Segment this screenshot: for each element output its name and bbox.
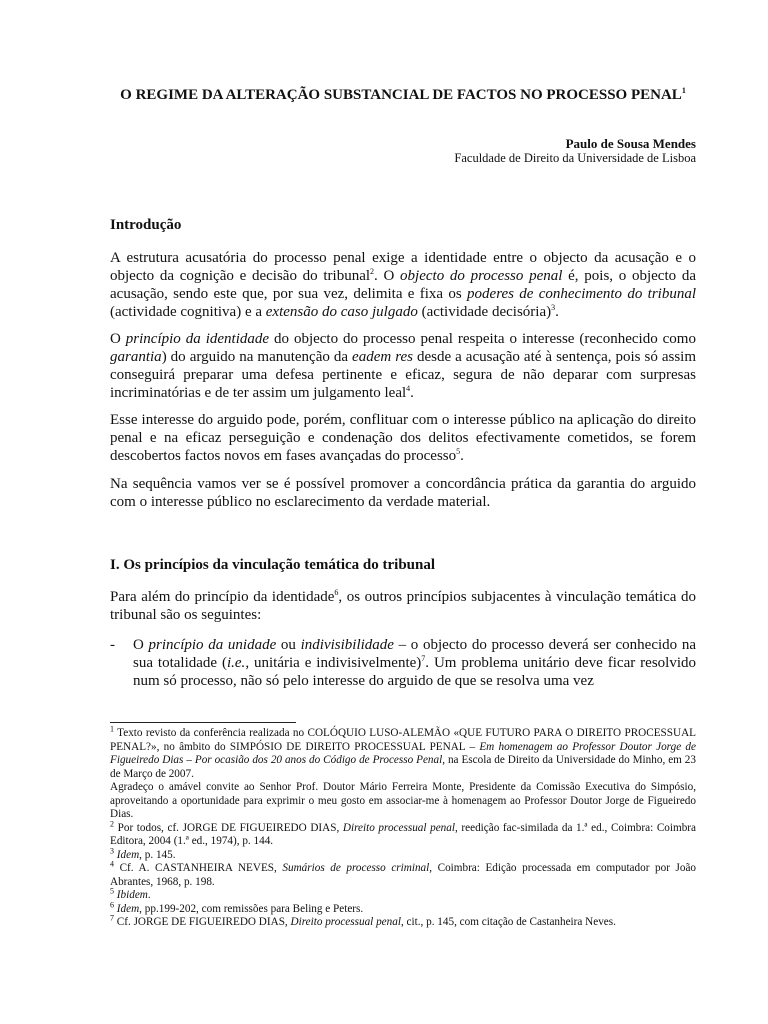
footnote-ref-1[interactable]: 1 <box>681 86 686 95</box>
footnote-2: $^2$ Por todos, cf. JORGE DE FIGUEIREDO DIAS, Direito processual penal, reedição fac-similada da 1.ª ed., Coimbra: Coimbra Editora, 2004 (1.ª ed., 1974), p. 144. <box>110 818 696 847</box>
document-title: O REGIME DA ALTERAÇÃO SUBSTANCIAL DE FACTOS NO PROCESSO PENAL$^1$ <box>120 86 686 103</box>
author-block <box>110 136 696 166</box>
intro-paragraph-1: A estrutura acusatória do processo penal exige a identidade entre o objecto da acusação e o objecto da cognição e decisão do tribunal$^2$. O objecto do processo penal é, pois, o objecto da acusação, sendo este que, por sua vez, delimita e fixa os poderes de conhecimento do tribunal (actividade cognitiva) e a extensão do caso julgado (actividade decisória)$^3$. <box>110 250 696 320</box>
footnote-ref-6[interactable]: 6 <box>334 588 339 597</box>
footnote-ref-5[interactable]: 5 <box>456 447 461 456</box>
footnote-6: $^6$ Idem, pp.199-202, com remissões para Beling e Peters. <box>110 899 364 915</box>
list-dash: - <box>110 637 115 653</box>
footnote-divider <box>110 722 296 723</box>
intro-paragraph-4: Na sequência vamos ver se é possível promover a concordância prática da garantia do arguido com o interesse público no esclarecimento da verdade material. <box>110 476 696 510</box>
footnote-3: $^3$ Idem, p. 145. <box>110 845 176 861</box>
intro-heading: Introdução <box>110 217 182 233</box>
author-affiliation: Faculdade de Direito da Universidade de Lisboa <box>454 151 696 165</box>
footnote-1: $^1$ Texto revisto da conferência realizada no COLÓQUIO LUSO-ALEMÃO «QUE FUTURO PARA O DIREITO PROCESSUAL PENAL?», no âmbito do SIMPÓSIO DE DIREITO PROCESSUAL PENAL – Em homenagem ao Professor Doutor Jorge de Figueiredo Dias – Por ocasião dos 20 anos do Código de Processo Penal, na Escola de Direito da Universidade do Minho, em 23 de Março de 2007. <box>110 724 696 780</box>
footnote-ref-4[interactable]: 4 <box>406 384 411 393</box>
footnote-1-continued: Agradeço o amável convite ao Senhor Prof. Doutor Mário Ferreira Monte, Presidente da Comissão Executiva do Simpósio, aproveitando a oportunidade para exprimir o meu gosto em associar-me à homenagem ao Professor Doutor Jorge de Figueiredo Dias. <box>110 781 696 820</box>
section-1-heading: I. Os princípios da vinculação temática do tribunal <box>110 557 436 573</box>
intro-paragraph-2: O princípio da identidade do objecto do processo penal respeita o interesse (reconhecido como garantia) do arguido na manutenção da eadem res desde a acusação até à sentença, pois só assim conseguirá preparar uma defesa pertinente e eficaz, segura de não deparar com surpresas incriminatórias e de ter assim um julgamento leal$^4$. <box>110 331 696 401</box>
footnotes <box>110 724 697 930</box>
footnote-4: $^4$ Cf. A. CASTANHEIRA NEVES, Sumários de processo criminal, Coimbra: Edição processada em computador por João Abrantes, 1968, p. 198. <box>110 859 697 888</box>
author-name: Paulo de Sousa Mendes <box>565 136 696 151</box>
footnote-ref-7[interactable]: 7 <box>421 654 426 663</box>
intro-paragraph-3: Esse interesse do arguido pode, porém, conflituar com o interesse público na aplicação do direito penal e na eficaz perseguição e condenação dos delitos efectivamente cometidos, se forem descobertos factos novos em fases avançadas do processo$^5$. <box>110 412 696 464</box>
footnote-7: $^7$ Cf. JORGE DE FIGUEIREDO DIAS, Direito processual penal, cit., p. 145, com citação de Castanheira Neves. <box>110 913 616 928</box>
footnote-5: $^5$ Ibidem. <box>110 886 151 901</box>
list-item: - O princípio da unidade ou indivisibilidade – o objecto do processo deverá ser conhecido na sua totalidade (i.e., unitária e indivisivelmente)$^7$. Um problema unitário deve ficar resolvido num só processo, não só pelo interesse do arguido de que se resolva uma vez <box>110 637 696 689</box>
footnote-ref-2[interactable]: 2 <box>370 267 375 276</box>
section-1-paragraph-1: Para além do princípio da identidade$^6$, os outros princípios subjacentes à vinculação temática do tribunal são os seguintes: <box>110 588 696 623</box>
footnote-ref-3[interactable]: 3 <box>551 303 556 312</box>
